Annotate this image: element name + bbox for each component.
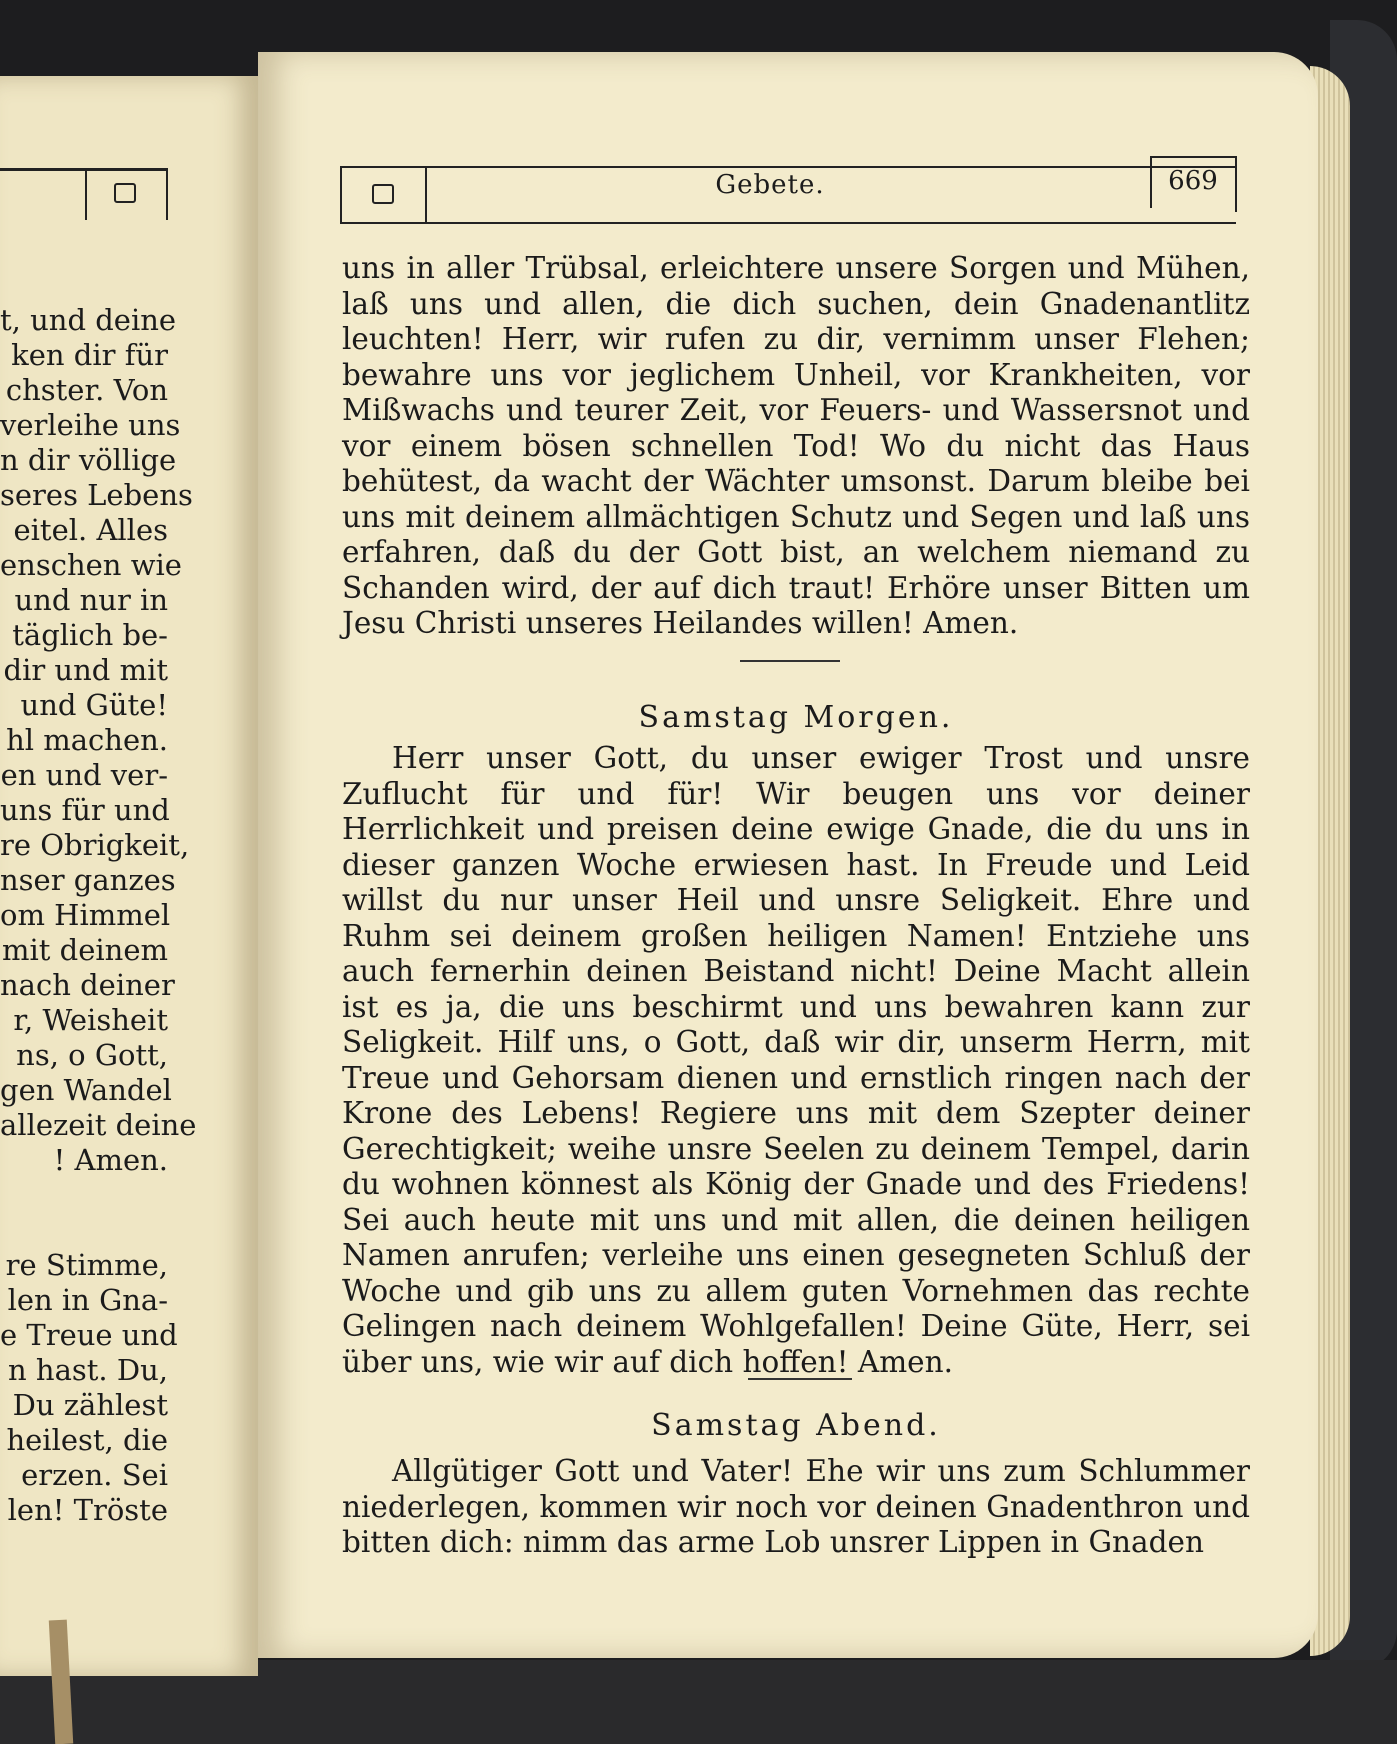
section-divider [740, 660, 840, 662]
left-page-line: r, Weisheit [13, 1003, 168, 1037]
left-page-line: nach deiner [0, 968, 175, 1002]
left-page-line: heilest, die [6, 1423, 168, 1457]
left-page-line: om Himmel [0, 898, 171, 932]
left-page-line: und Güte! [20, 688, 168, 722]
left-page-line: und nur in [14, 583, 168, 617]
page-title: Gebete. [715, 170, 825, 200]
header-right-border [1235, 156, 1237, 212]
left-header-divider [85, 168, 87, 220]
paragraph-text: uns in aller Trübsal, erleichtere unsere Sorgen und Mühen, laß uns und allen, die dich suchen, dein Gnadenantlitz leuchten! Herr, wir rufen zu dir, vernimm unser Flehen; bewahre uns vor jeglichem Unheil, vor Krankheiten, vor Mißwachs und teurer Zeit, vor Feuers- und Wassersnot und vor einem bösen schnellen Tod! Wo du nicht das Haus behütest, da wacht der Wächter umsonst. Darum bleibe bei uns mit deinem allmächtigen Schutz und Segen und laß uns erfahren, daß du der Gott bist, an welchem niemand zu Schanden wird, der auf dich traut! Erhöre unser Bitten um Jesu Christi unseres Heilandes willen! Amen. [342, 251, 1250, 640]
left-page-line: mit deinem [2, 933, 168, 967]
prayer-paragraph [342, 251, 1250, 642]
page-number: 669 [1168, 166, 1218, 196]
square-ornament-icon [372, 184, 394, 204]
left-page-line: enschen wie [0, 548, 182, 582]
section-divider [748, 1378, 852, 1380]
left-page-line: dir und mit [3, 653, 168, 687]
left-page-line: re Obrigkeit, [0, 828, 190, 862]
left-header-rule [0, 168, 168, 171]
left-page-line: ! Amen. [53, 1143, 168, 1177]
left-page-line: ns, o Gott, [16, 1038, 168, 1072]
left-page-line: en und ver- [0, 758, 168, 792]
paragraph-text: Herr unser Gott, du unser ewiger Trost und unsre Zuflucht für und für! Wir beugen uns vor deiner Herrlichkeit und preisen deine ewige Gnade, die du uns in dieser ganzen Woche erwiesen hast. In Freude und Leid willst du nur unser Heil und unsre Seligkeit. Ehre und Ruhm sei deinem großen heiligen Namen! Entziehe uns auch fernerhin deinen Beistand nicht! Deine Macht allein ist es ja, die uns beschirmt und uns bewahren kann zur Seligkeit. Hilf uns, o Gott, daß wir dir, unserm Herrn, mit Treue und Gehorsam dienen und ernstlich ringen nach der Krone des Lebens! Regiere uns mit dem Szepter deiner Gerechtigkeit; weihe unsre Seelen zu deinem Tempel, darin du wohnen könnest als König der Gnade und des Friedens! Sei auch heute mit uns und mit allen, die deinen heiligen Namen anrufen; verleihe uns einen gesegneten Schluß der Woche und gib uns zu allem guten Vornehmen das rechte Gelingen nach deinem Wohlgefallen! Deine Güte, Herr, sei über uns, wie wir auf dich hoffen! Amen. [342, 741, 1250, 1379]
left-header-divider [166, 168, 168, 220]
header-bottom-rule [340, 222, 1236, 224]
left-page-line: gen Wandel [0, 1073, 172, 1107]
left-page-line: täglich be- [12, 618, 168, 652]
left-page-line: t, und deine [0, 303, 177, 337]
left-page-line: len in Gna- [7, 1283, 168, 1317]
left-page-line: chster. Von [5, 373, 168, 407]
left-page-line: hl machen. [6, 723, 168, 757]
page-number-rule [1150, 156, 1236, 158]
section-heading: Samstag Morgen. [638, 700, 954, 735]
left-page-line: erzen. Sei [21, 1458, 168, 1492]
left-page-line: eitel. Alles [13, 513, 168, 547]
left-page-line [0, 1178, 168, 1248]
left-page-line: ken dir für [11, 338, 168, 372]
left-page-line: uns für und [0, 793, 170, 827]
left-page-line: seres Lebens [0, 478, 193, 512]
left-page-line: re Stimme, [5, 1248, 168, 1282]
left-page-line: n hast. Du, [8, 1353, 168, 1387]
prayer-paragraph [342, 741, 1250, 1380]
left-page-line: len! Tröste [7, 1493, 168, 1527]
left-page-line: n dir völlige [0, 443, 177, 477]
square-ornament-icon [114, 183, 136, 203]
left-page-line: nser ganzes [0, 863, 176, 897]
left-page-line: Du zählest [12, 1388, 168, 1422]
header-divider [1150, 158, 1152, 208]
left-page-line: e Treue und [0, 1318, 178, 1352]
left-page-line: verleihe uns [0, 408, 181, 442]
header-top-rule [340, 166, 1236, 168]
left-page-line: allezeit deine [0, 1108, 197, 1142]
header-left-border [340, 166, 342, 222]
section-heading: Samstag Abend. [651, 1408, 941, 1443]
paragraph-text: Allgütiger Gott und Vater! Ehe wir uns zum Schlummer niederlegen, kommen wir noch vor deinen Gnadenthron und bitten dich: nimm das arme Lob unsrer Lippen in Gnaden [342, 1454, 1250, 1559]
left-page-text [0, 303, 197, 1528]
prayer-paragraph [342, 1454, 1250, 1561]
header-divider [425, 166, 427, 222]
